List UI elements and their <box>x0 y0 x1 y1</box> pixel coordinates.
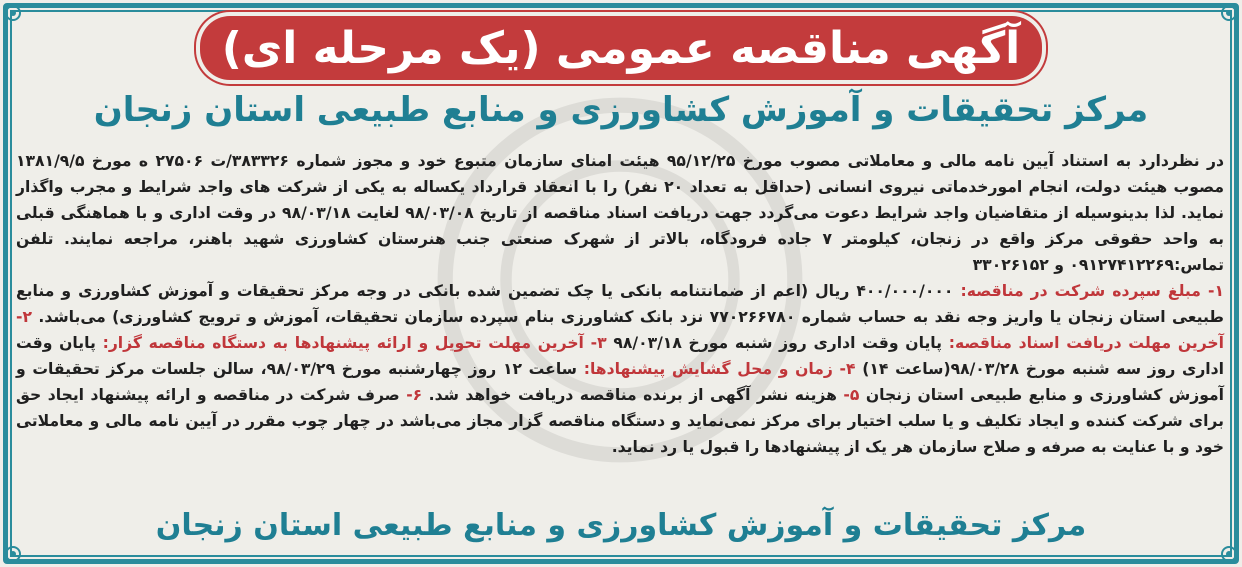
footer-organization: مرکز تحقیقات و آموزش کشاورزی و منابع طبیعی استان زنجان <box>155 508 1087 543</box>
corner-ornament-icon <box>1218 2 1240 24</box>
opening-text: ساعت ۱۲ روز چهارشنبه مورخ ۹۸/۰۳/۲۹، سالن جلسات مرکز تحقیقات و آموزش کشاورزی و منابع طبیعی استان زنجان <box>16 360 1224 404</box>
corner-ornament-icon <box>2 543 24 565</box>
items-paragraph <box>16 278 1224 460</box>
intro-paragraph: در نظردارد به استناد آیین نامه مالی و معاملاتی مصوب مورخ ۹۵/۱۲/۲۵ هیئت امنای سازمان متبوع خود و مجوز شماره ۳۸۳۳۲۶/ت ۲۷۵۰۶ ه مورخ ۱۳۸۱/۹/۵ مصوب هیئت دولت، انجام امورخدماتی نیروی انسانی (حداقل به تعداد ۲۰ نفر) را با انعقاد قرارداد یکساله به یکی از شرکت های واجد شرایط و مجرب واگذار نماید. لذا بدینوسیله از متقاضیان واجد شرایط دعوت می‌گردد جهت دریافت اسناد مناقصه از تاریخ ۹۸/۰۳/۰۸ لغایت ۹۸/۰۳/۱۸ در وقت اداری و با هماهنگی قبلی به واحد حقوقی مرکز واقع در زنجان، کیلومتر ۷ جاده فرودگاه، بالاتر از شهرک صنعتی جنب هنرستان کشاورزی شهید باهنر، مراجعه نمایند. تلفن تماس:۰۹۱۲۷۴۱۲۲۶۹ و ۳۳۰۲۶۱۵۲ <box>16 152 1224 274</box>
cost-label: ۵- <box>843 386 860 404</box>
notice-title-banner: آگهی مناقصه عمومی (یک مرحله ای) <box>200 16 1042 80</box>
cost-text: هزینه نشر آگهی از برنده مناقصه دریافت خواهد شد. <box>428 386 837 404</box>
notice-body <box>16 148 1224 460</box>
deposit-label: ۱- مبلغ سپرده شرکت در مناقصه: <box>960 282 1224 300</box>
corner-ornament-icon <box>1218 543 1240 565</box>
deposit-text: ۴۰۰/۰۰۰/۰۰۰ ریال (اعم از ضمانتنامه بانکی یا چک تضمین شده بانکی در وجه مرکز تحقیقات و آموزش کشاورزی و منابع طبیعی استان زنجان یا واریز وجه نقد به حساب شماره ۷۷۰۲۶۶۷۸۰ نزد بانک کشاورزی بنام سپرده سازمان تحقیقات، آموزش و ترویج کشاورزی) می‌باشد. <box>16 282 1224 326</box>
deadline-docs-text: پایان وقت اداری روز شنبه مورخ ۹۸/۰۳/۱۸ <box>613 334 943 352</box>
opening-label: ۴- زمان و محل گشایش پیشنهادها: <box>583 360 856 378</box>
deadline-submit-label: ۳- آخرین مهلت تحویل و ارائه پیشنهادها به دستگاه مناقصه گزار: <box>102 334 607 352</box>
deadline-docs-label: ۲- آخرین مهلت دریافت اسناد مناقصه: <box>16 308 1225 352</box>
organization-title: مرکز تحقیقات و آموزش کشاورزی و منابع طبیعی استان زنجان <box>93 90 1149 130</box>
terms-label: ۶- <box>406 386 423 404</box>
deadline-submit-text: پایان وقت اداری روز سه شنبه مورخ ۹۸/۰۳/۲۸(ساعت ۱۴) <box>16 334 1224 378</box>
corner-ornament-icon <box>2 2 24 24</box>
terms-text: صرف شرکت در مناقصه و ارائه پیشنهاد ایجاد حق برای شرکت کننده و ایجاد تکلیف و یا سلب اختیار برای مرکز نمی‌نماید و دستگاه مناقصه گزار مجاز می‌باشد در چهار چوب مقرر در آیین نامه مالی و معاملاتی خود و با عنایت به صرفه و صلاح سازمان هر یک از پیشنهادها را قبول یا رد نماید. <box>16 386 1224 456</box>
